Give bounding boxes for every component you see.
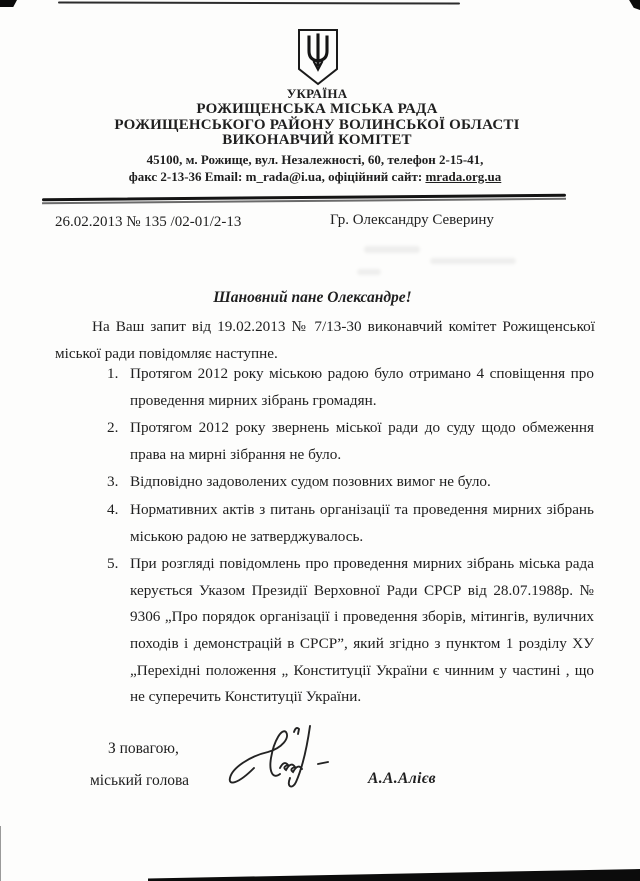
org-address-line2: факс 2-13-36 Email: m_rada@i.ua, офіційний сайт: [128,168,426,184]
list-item-text: Нормативних актів з питань організації та проведення мирних зібрань міською радою не затверджувалось. [130,500,594,545]
erased-text-smudge [430,258,516,264]
list-item-number: 3. [107,473,119,491]
list-item-text: При розгляді повідомлень про проведення мирних зібрань міська рада керується Указом Президії Верховної Ради СРСР від 28.07.1988р. № 9306 „Про порядок організації і проведення зборів, мітингів, вуличних походів і демонстрацій в СРСР”, який згідно з пунктом 1 розділу ХУ „Перехідні положення „ Конституції України є чинним у частині , що не суперечить Конституції України. [130,555,594,706]
closing-phrase: З повагою, [108,740,179,757]
scan-artifact-top-line [58,1,460,4]
list-item-text: Протягом 2012 року звернень міської ради до суду щодо обмеження права на мирні зібрання не було. [130,419,594,463]
org-address-line1: 45100, м. Рожище, вул. Незалежності, 60, телефон 2-15-41, [146,152,484,167]
list-item [107,469,594,496]
scan-artifact-top-left [0,0,17,7]
list-item [107,551,594,711]
list-item-number: 2. [107,419,119,437]
addressee-name: Гр. Олександру Северину [330,212,494,228]
answer-list [107,361,594,712]
list-item-text: Відповідно задоволених судом позовних вимог не було. [130,473,491,491]
erased-text-smudge [357,269,381,275]
intro-paragraph: На Ваш запит від 19.02.2013 № 7/13-30 виконавчий комітет Рожищенської міської ради повідомляє наступне. [55,318,595,362]
country-name: УКРАЇНА [286,86,348,101]
salutation: Шановний пане Олександре! [213,289,412,306]
list-item-number: 1. [107,365,119,382]
org-name-line1: РОЖИЩЕНСЬКА МІСЬКА РАДА [196,101,438,117]
list-item-number: 5. [107,555,119,573]
handwritten-signature [224,722,336,803]
letterhead-divider-rule [42,194,566,204]
list-item-number: 4. [107,500,119,518]
org-name-line2: РОЖИЩЕНСЬКОГО РАЙОНУ ВОЛИНСЬКОЇ ОБЛАСТІ [114,117,520,133]
outgoing-number-date: 26.02.2013 № 135 /02-01/2-13 [55,214,242,230]
signer-name: А.А.Алієв [368,770,436,787]
ukraine-trident-icon [296,28,340,91]
signer-title: міський голова [90,772,190,789]
list-item [107,415,594,468]
org-name-line3: ВИКОНАВЧИЙ КОМІТЕТ [222,132,412,148]
scan-artifact-left-line [0,826,1,881]
erased-text-smudge [364,246,420,253]
org-website-link: mrada.org.ua [425,168,502,184]
list-item [107,361,594,414]
scan-artifact-bottom-bar [0,869,640,881]
scan-artifact-top-right [626,0,640,10]
list-item [107,497,594,550]
list-item-text: Протягом 2012 року міською радою було отримано 4 сповіщення про проведення мирних зібрань громадян. [130,365,594,409]
org-contact-block [0,152,630,185]
